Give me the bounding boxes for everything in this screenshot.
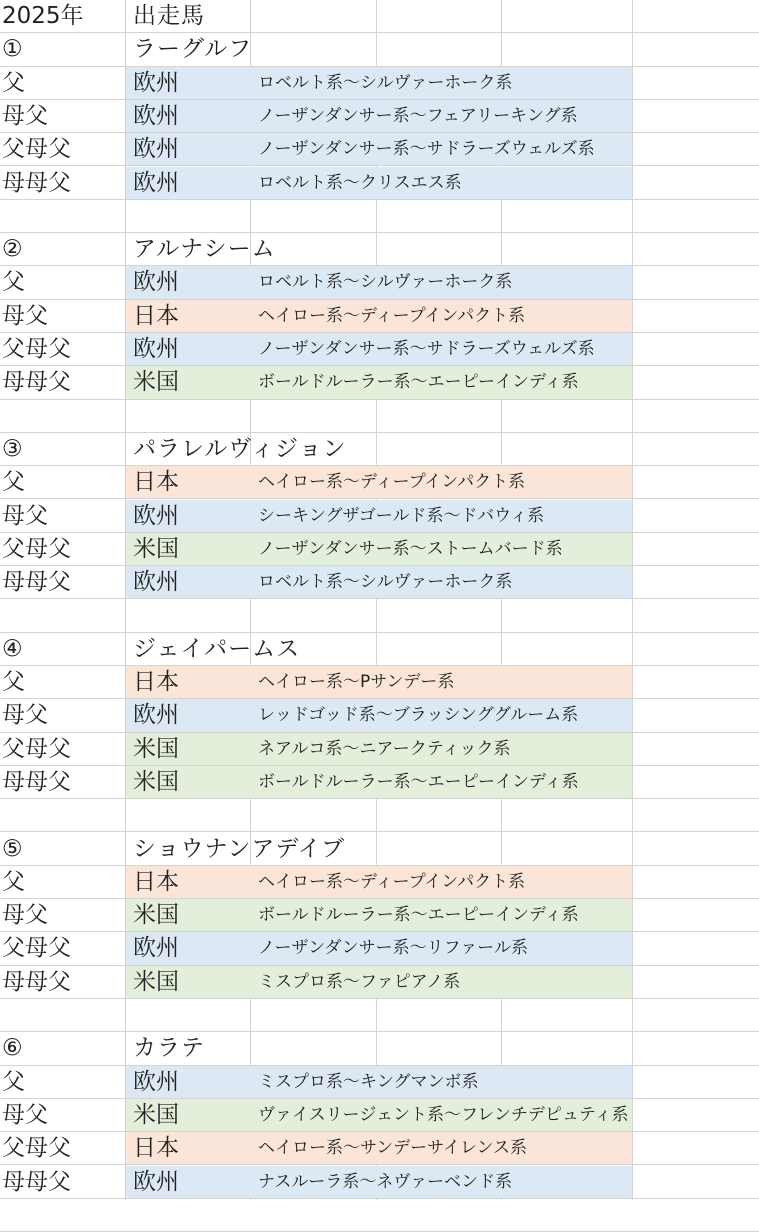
- lineage-cell[interactable]: ボールドルーラー系〜エーピーインディ系: [258, 372, 579, 393]
- pedigree-row[interactable]: [0, 533, 759, 566]
- lineage-cell[interactable]: ヘイロー系〜ディープインパクト系: [258, 871, 526, 892]
- year-cell[interactable]: 2025年: [2, 3, 84, 29]
- empty-row[interactable]: [0, 400, 759, 433]
- horse-name-cell[interactable]: ジェイパームス: [133, 635, 301, 662]
- relation-label-cell[interactable]: 父母父: [2, 136, 71, 163]
- relation-label-cell[interactable]: 母母父: [2, 1168, 71, 1195]
- pedigree-row[interactable]: [0, 1066, 759, 1099]
- lineage-cell[interactable]: ミスプロ系〜ファピアノ系: [258, 971, 461, 992]
- relation-label-cell[interactable]: 父母父: [2, 935, 71, 962]
- lineage-cell[interactable]: ボールドルーラー系〜エーピーインディ系: [258, 905, 579, 926]
- lineage-cell[interactable]: ミスプロ系〜キングマンボ系: [258, 1071, 479, 1092]
- region-cell[interactable]: 欧州: [133, 1068, 179, 1095]
- pedigree-row[interactable]: [0, 766, 759, 799]
- relation-label-cell[interactable]: 母父: [2, 302, 48, 329]
- pedigree-row[interactable]: [0, 733, 759, 766]
- entry-number-cell[interactable]: ②: [2, 236, 23, 263]
- lineage-cell[interactable]: ノーザンダンサー系〜リファール系: [258, 938, 528, 959]
- horse-name-cell[interactable]: カラテ: [133, 1035, 205, 1062]
- relation-label-cell[interactable]: 父母父: [2, 535, 71, 562]
- pedigree-row[interactable]: [0, 866, 759, 899]
- lineage-cell[interactable]: ボールドルーラー系〜エーピーインディ系: [258, 771, 579, 792]
- lineage-cell[interactable]: ヘイロー系〜サンデーサイレンス系: [258, 1138, 528, 1159]
- lineage-cell[interactable]: ロベルト系〜シルヴァーホーク系: [258, 72, 513, 93]
- horse-name-cell[interactable]: ラーグルフ: [133, 36, 253, 63]
- relation-label-cell[interactable]: 母母父: [2, 369, 71, 396]
- lineage-cell[interactable]: ヘイロー系〜ディープインパクト系: [258, 472, 526, 493]
- relation-label-cell[interactable]: 父: [2, 69, 25, 96]
- region-cell[interactable]: 欧州: [133, 702, 179, 729]
- lineage-cell[interactable]: ロベルト系〜シルヴァーホーク系: [258, 572, 513, 593]
- pedigree-row[interactable]: [0, 300, 759, 333]
- relation-label-cell[interactable]: 父: [2, 868, 25, 895]
- entry-number-cell[interactable]: ①: [2, 36, 23, 63]
- lineage-cell[interactable]: ヘイロー系〜ディープインパクト系: [258, 305, 526, 326]
- region-cell[interactable]: 米国: [133, 735, 179, 762]
- relation-label-cell[interactable]: 母母父: [2, 768, 71, 795]
- relation-label-cell[interactable]: 母父: [2, 502, 48, 529]
- pedigree-row[interactable]: [0, 167, 759, 200]
- relation-label-cell[interactable]: 父: [2, 269, 25, 296]
- lineage-cell[interactable]: ロベルト系〜シルヴァーホーク系: [258, 272, 513, 293]
- entry-number-cell[interactable]: ④: [2, 635, 23, 662]
- relation-label-cell[interactable]: 母父: [2, 102, 48, 129]
- empty-row[interactable]: [0, 999, 759, 1032]
- pedigree-row[interactable]: [0, 266, 759, 299]
- pedigree-row[interactable]: [0, 966, 759, 999]
- lineage-cell[interactable]: ヴァイスリージェント系〜フレンチデピュティ系: [258, 1104, 629, 1125]
- relation-label-cell[interactable]: 母母父: [2, 968, 71, 995]
- region-cell[interactable]: 欧州: [133, 269, 179, 296]
- pedigree-row[interactable]: [0, 666, 759, 699]
- empty-row[interactable]: [0, 599, 759, 632]
- pedigree-row[interactable]: [0, 333, 759, 366]
- relation-label-cell[interactable]: 母父: [2, 902, 48, 929]
- lineage-cell[interactable]: シーキングザゴールド系〜ドバウィ系: [258, 505, 545, 526]
- pedigree-row[interactable]: [0, 500, 759, 533]
- region-cell[interactable]: 米国: [133, 535, 179, 562]
- relation-label-cell[interactable]: 母父: [2, 702, 48, 729]
- region-cell[interactable]: 欧州: [133, 935, 179, 962]
- pedigree-row[interactable]: [0, 100, 759, 133]
- region-cell[interactable]: 欧州: [133, 69, 179, 96]
- pedigree-row[interactable]: [0, 1099, 759, 1132]
- lineage-cell[interactable]: ノーザンダンサー系〜フェアリーキング系: [258, 105, 578, 126]
- lineage-cell[interactable]: ヘイロー系〜Pサンデー系: [258, 672, 455, 692]
- entry-number-cell[interactable]: ③: [2, 435, 23, 462]
- horse-name-cell[interactable]: アルナシーム: [133, 236, 276, 263]
- relation-label-cell[interactable]: 母母父: [2, 569, 71, 596]
- pedigree-row[interactable]: [0, 133, 759, 166]
- relation-label-cell[interactable]: 父母父: [2, 1135, 71, 1162]
- region-cell[interactable]: 日本: [133, 868, 179, 895]
- horse-title-row[interactable]: [0, 433, 759, 466]
- region-cell[interactable]: 米国: [133, 1101, 179, 1128]
- region-cell[interactable]: 米国: [133, 968, 179, 995]
- entry-number-cell[interactable]: ⑥: [2, 1035, 23, 1062]
- region-cell[interactable]: 米国: [133, 768, 179, 795]
- horse-name-cell[interactable]: パラレルヴィジョン: [133, 435, 347, 462]
- header-row[interactable]: [0, 0, 759, 33]
- entry-number-cell[interactable]: ⑤: [2, 835, 23, 862]
- region-cell[interactable]: 欧州: [133, 136, 179, 163]
- pedigree-row[interactable]: [0, 699, 759, 732]
- region-cell[interactable]: 日本: [133, 1135, 179, 1162]
- region-cell[interactable]: 欧州: [133, 169, 179, 196]
- region-cell[interactable]: 日本: [133, 469, 179, 496]
- relation-label-cell[interactable]: 父: [2, 1068, 25, 1095]
- region-cell[interactable]: 欧州: [133, 102, 179, 129]
- pedigree-row[interactable]: [0, 366, 759, 399]
- region-cell[interactable]: 欧州: [133, 1168, 179, 1195]
- region-cell[interactable]: 欧州: [133, 502, 179, 529]
- pedigree-row[interactable]: [0, 67, 759, 100]
- horse-title-row[interactable]: [0, 233, 759, 266]
- relation-label-cell[interactable]: 父: [2, 469, 25, 496]
- pedigree-row[interactable]: [0, 466, 759, 499]
- lineage-cell[interactable]: ノーザンダンサー系〜サドラーズウェルズ系: [258, 139, 595, 160]
- pedigree-row[interactable]: [0, 1132, 759, 1165]
- region-cell[interactable]: 日本: [133, 669, 179, 695]
- region-cell[interactable]: 欧州: [133, 336, 179, 362]
- relation-label-cell[interactable]: 母父: [2, 1101, 48, 1128]
- lineage-cell[interactable]: ノーザンダンサー系〜サドラーズウェルズ系: [258, 339, 595, 359]
- empty-row[interactable]: [0, 799, 759, 832]
- region-cell[interactable]: 米国: [133, 902, 179, 929]
- region-cell[interactable]: 日本: [133, 302, 179, 329]
- relation-label-cell[interactable]: 父: [2, 669, 25, 695]
- pedigree-row[interactable]: [0, 899, 759, 932]
- lineage-cell[interactable]: ロベルト系〜クリスエス系: [258, 172, 462, 193]
- horse-name-cell[interactable]: ショウナンアデイブ: [133, 835, 346, 862]
- pedigree-row[interactable]: [0, 932, 759, 965]
- horse-title-row[interactable]: [0, 833, 759, 866]
- relation-label-cell[interactable]: 父母父: [2, 735, 71, 762]
- empty-row[interactable]: [0, 200, 759, 233]
- horse-title-row[interactable]: [0, 633, 759, 666]
- pedigree-row[interactable]: [0, 566, 759, 599]
- pedigree-row[interactable]: [0, 1166, 759, 1199]
- relation-label-cell[interactable]: 母母父: [2, 169, 71, 196]
- region-cell[interactable]: 欧州: [133, 569, 179, 596]
- lineage-cell[interactable]: レッドゴッド系〜ブラッシンググルーム系: [258, 705, 579, 726]
- header-title-cell[interactable]: 出走馬: [133, 3, 205, 29]
- lineage-cell[interactable]: ナスルーラ系〜ネヴァーベンド系: [258, 1171, 513, 1192]
- lineage-cell[interactable]: ネアルコ系〜ニアークティック系: [258, 738, 511, 759]
- lineage-cell[interactable]: ノーザンダンサー系〜ストームバード系: [258, 538, 563, 559]
- empty-row[interactable]: [0, 1199, 759, 1232]
- horse-title-row[interactable]: [0, 1032, 759, 1065]
- region-cell[interactable]: 米国: [133, 369, 179, 396]
- horse-title-row[interactable]: [0, 33, 759, 66]
- relation-label-cell[interactable]: 父母父: [2, 336, 71, 362]
